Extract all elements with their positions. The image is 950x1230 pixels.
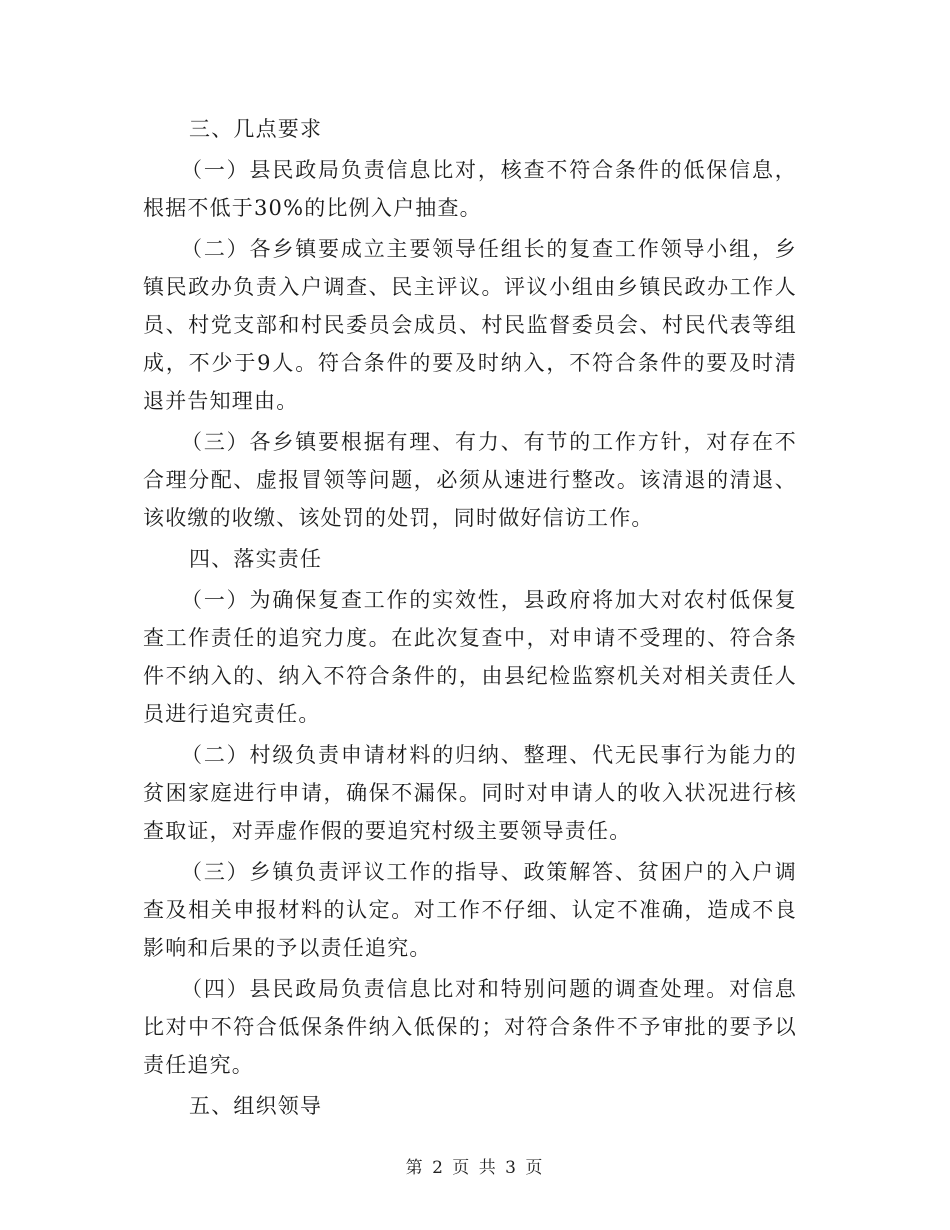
section-heading-requirements: 三、几点要求: [189, 117, 323, 141]
paragraph: （三）乡镇负责评议工作的指导、政策解答、贫困户的入户调查及相关申报材料的认定。对工作不仔细、认定不准确，造成不良影响和后果的予以责任追究。: [143, 860, 797, 960]
paragraph: （二）村级负责申请材料的归纳、整理、代无民事行为能力的贫困家庭进行申请，确保不漏保。同时对申请人的收入状况进行核查取证，对弄虚作假的要追究村级主要领导责任。: [143, 743, 797, 843]
paragraph: （一）县民政局负责信息比对，核查不符合条件的低保信息，根据不低于30%的比例入户抽查。: [143, 158, 797, 220]
section-heading-responsibility: 四、落实责任: [189, 547, 323, 571]
paragraph: （二）各乡镇要成立主要领导任组长的复查工作领导小组，乡镇民政办负责入户调查、民主评议。评议小组由乡镇民政办工作人员、村党支部和村民委员会成员、村民监督委员会、村民代表等组成，不少于9人。符合条件的要及时纳入，不符合条件的要及时清退并告知理由。: [143, 237, 797, 413]
paragraph: （一）为确保复查工作的实效性，县政府将加大对农村低保复查工作责任的追究力度。在此次复查中，对申请不受理的、符合条件不纳入的、纳入不符合条件的，由县纪检监察机关对相关责任人员进行追究责任。: [143, 588, 797, 726]
paragraph: （三）各乡镇要根据有理、有力、有节的工作方针，对存在不合理分配、虚报冒领等问题，必须从速进行整改。该清退的清退、该收缴的收缴、该处罚的处罚，同时做好信访工作。: [143, 430, 797, 530]
section-heading-leadership: 五、组织领导: [189, 1094, 323, 1118]
document-body: [143, 110, 797, 1128]
page-number-footer: 第 2 页 共 3 页: [405, 1158, 545, 1178]
paragraph: （四）县民政局负责信息比对和特别问题的调查处理。对信息比对中不符合低保条件纳入低保的；对符合条件不予审批的要予以责任追究。: [143, 977, 797, 1077]
